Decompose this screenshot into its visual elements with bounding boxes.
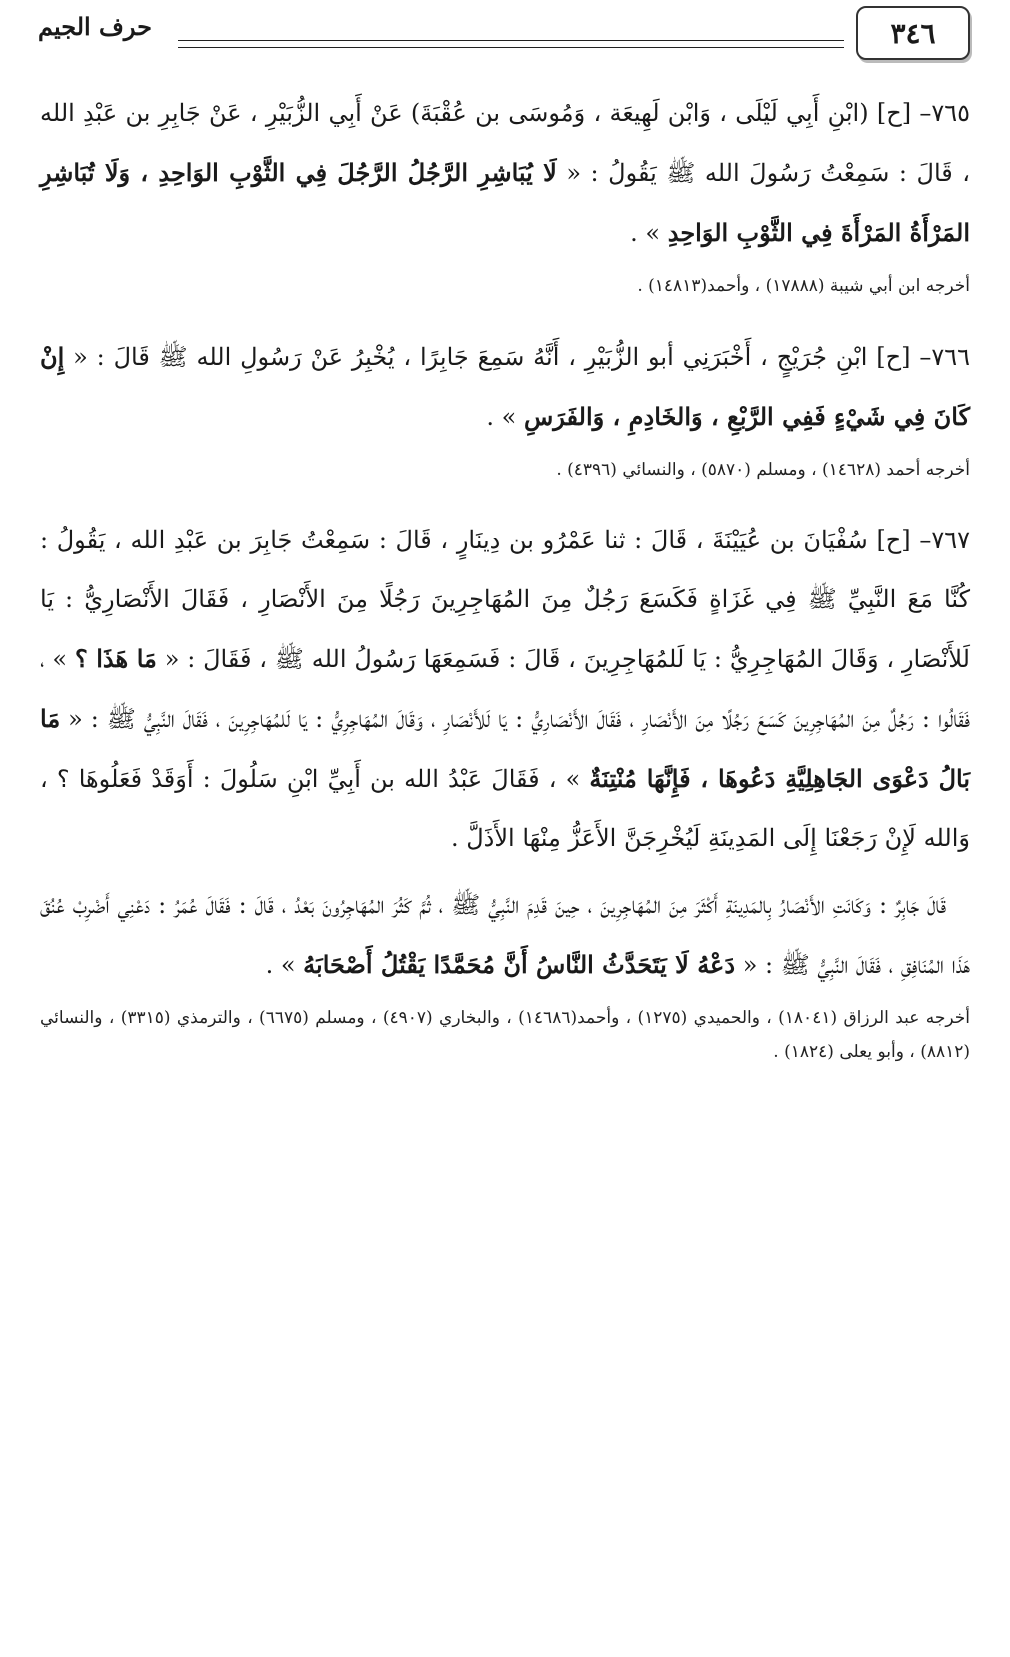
hadith-chain: [ح] (ابْنِ أَبِي لَيْلَى ، وَابْن لَهِيعَة ، وَمُوسَى بن عُقْبَةَ) عَنْ أَبِي الزُّبَيْرِ ، عَنْ جَابِرِ بن عَبْدِ الله ، قَالَ : سَمِعْتُ رَسُولَ الله ﷺ يَقُولُ : « bbox=[40, 99, 971, 187]
hadith-quote: لَا يُبَاشِرِ الرَّجُلُ الرَّجُلَ فِي الثَّوْبِ الوَاحِدِ ، وَلَا تُبَاشِرِ المَرْأَةُ المَرْأَةَ فِي الثَّوْبِ الوَاحِدِ bbox=[40, 158, 970, 247]
hadith-766 bbox=[40, 327, 970, 447]
hadith-chain: [ح] ابْنِ جُرَيْجٍ ، أَخْبَرَنِي أبو الزُّبَيْرِ ، أَنَّهُ سَمِعَ جَابِرًا ، يُخْبِرُ عَنْ رَسُولِ الله ﷺ قَالَ : « bbox=[64, 343, 911, 371]
hadith-closing: » . bbox=[630, 219, 668, 247]
hadith-number: ٧٦٦– bbox=[919, 343, 970, 371]
source-citation-766: أخرجه أحمد (١٤٦٢٨) ، ومسلم (٥٨٧٠) ، والنسائي (٤٣٩٦) . bbox=[556, 460, 970, 480]
hadith-text-part: قَالَ جَابِرٌ : وَكَانَتِ الأَنْصَارُ بِالمَدِينَةِ أَكْثَرَ مِنَ المُهَاجِرِينَ ، حِينَ قَدِمَ النَّبِيُّ ﷺ ، ثُمَّ كَثُرَ المُهَاجِرُونَ بَعْدُ ، قَالَ : فَقَالَ عُمَرُ : دَعْنِي أَضْرِبْ عُنُقَ هَذَا المُنَافِقِ ، فَقَالَ النَّبِيُّ ﷺ : « bbox=[40, 891, 970, 979]
source-citation-767: أخرجه عبد الرزاق (١٨٠٤١) ، والحميدي (١٢٧٥) ، وأحمد(١٤٦٨٦) ، والبخاري (٤٩٠٧) ، ومسلم (٦٦٧٥) ، والترمذي (٣٣١٥) ، والنسائي (٨٨١٢) ، وأبو يعلى (١٨٢٤) . bbox=[40, 1008, 971, 1062]
hadith-quote: دَعْهُ لَا يَتَحَدَّثُ النَّاسُ أَنَّ مُحَمَّدًا يَقْتُلُ أَصْحَابَهُ bbox=[303, 950, 736, 979]
hadith-number: ٧٦٧– bbox=[919, 526, 970, 554]
page-number-box bbox=[856, 6, 970, 60]
hadith-text-part: » ، فَقَالُوا : رَجُلٌ مِنَ المُهَاجِرِينَ كَسَعَ رَجُلًا مِنَ الأَنْصَارِ ، فَقَالَ الأَنْصَارِيُّ : يَا لَلأَنْصَارِ ، وَقَالَ المُهَاجِرِيُّ : يَا لَلمُهَاجِرِينَ ، فَقَالَ النَّبِيُّ ﷺ : « bbox=[40, 645, 971, 733]
paragraph-gap bbox=[40, 868, 970, 876]
hadith-quote: مَا هَذَا ؟ bbox=[74, 644, 157, 673]
hadith-quote: إِنْ كَانَ فِي شَيْءٍ فَفِي الرَّبْعِ ، وَالخَادِمِ ، وَالفَرَسِ bbox=[40, 342, 970, 431]
source-citation-765: أخرجه ابن أبي شيبة (١٧٨٨٨) ، وأحمد(١٤٨١٣) . bbox=[637, 276, 970, 296]
hadith-number: ٧٦٥– bbox=[919, 99, 970, 127]
chapter-title: حرف الجيم bbox=[38, 12, 152, 41]
page-number: ٣٤٦ bbox=[890, 16, 936, 50]
hadith-767 bbox=[40, 511, 970, 868]
header-rule bbox=[178, 40, 844, 48]
page-body bbox=[40, 84, 970, 1093]
hadith-765 bbox=[40, 84, 970, 263]
hadith-quote: مَا بَالُ دَعْوَى الجَاهِلِيَّةِ دَعُوهَا ، فَإِنَّهَا مُنْتِنَةٌ bbox=[40, 704, 970, 793]
hadith-text-part: » ، فَقَالَ عَبْدُ الله بن أَبِيِّ ابْنِ سَلُولَ : أَوَقَدْ فَعَلُوهَا ؟ ، وَالله لَإِنْ رَجَعْنَا إِلَى المَدِينَةِ لَيُخْرِجَنَّ الأَعَزُّ مِنْهَا الأَذَلَّ . bbox=[40, 765, 970, 852]
hadith-text-part: [ح] سُفْيَانَ بن عُيَيْنَةَ ، قَالَ : ثنا عَمْرُو بن دِينَارٍ ، قَالَ : سَمِعْتُ جَابِرَ بن عَبْدِ الله ، يَقُولُ : كُنَّا مَعَ النَّبِيِّ ﷺ فِي غَزَاةٍ فَكَسَعَ رَجُلٌ مِنَ المُهَاجِرِينَ رَجُلًا مِنَ الأَنْصَارِ ، فَقَالَ الأَنْصَارِيُّ : يَا لَلأَنْصَارِ ، وَقَالَ المُهَاجِرِيُّ : يَا لَلمُهَاجِرِينَ ، قَالَ : فَسَمِعَهَا رَسُولُ الله ﷺ ، فَقَالَ : « bbox=[40, 526, 970, 673]
hadith-767-continuation bbox=[40, 876, 970, 995]
hadith-closing: » . bbox=[486, 403, 524, 431]
running-header bbox=[38, 6, 970, 62]
hadith-text-part: » . bbox=[265, 951, 304, 979]
